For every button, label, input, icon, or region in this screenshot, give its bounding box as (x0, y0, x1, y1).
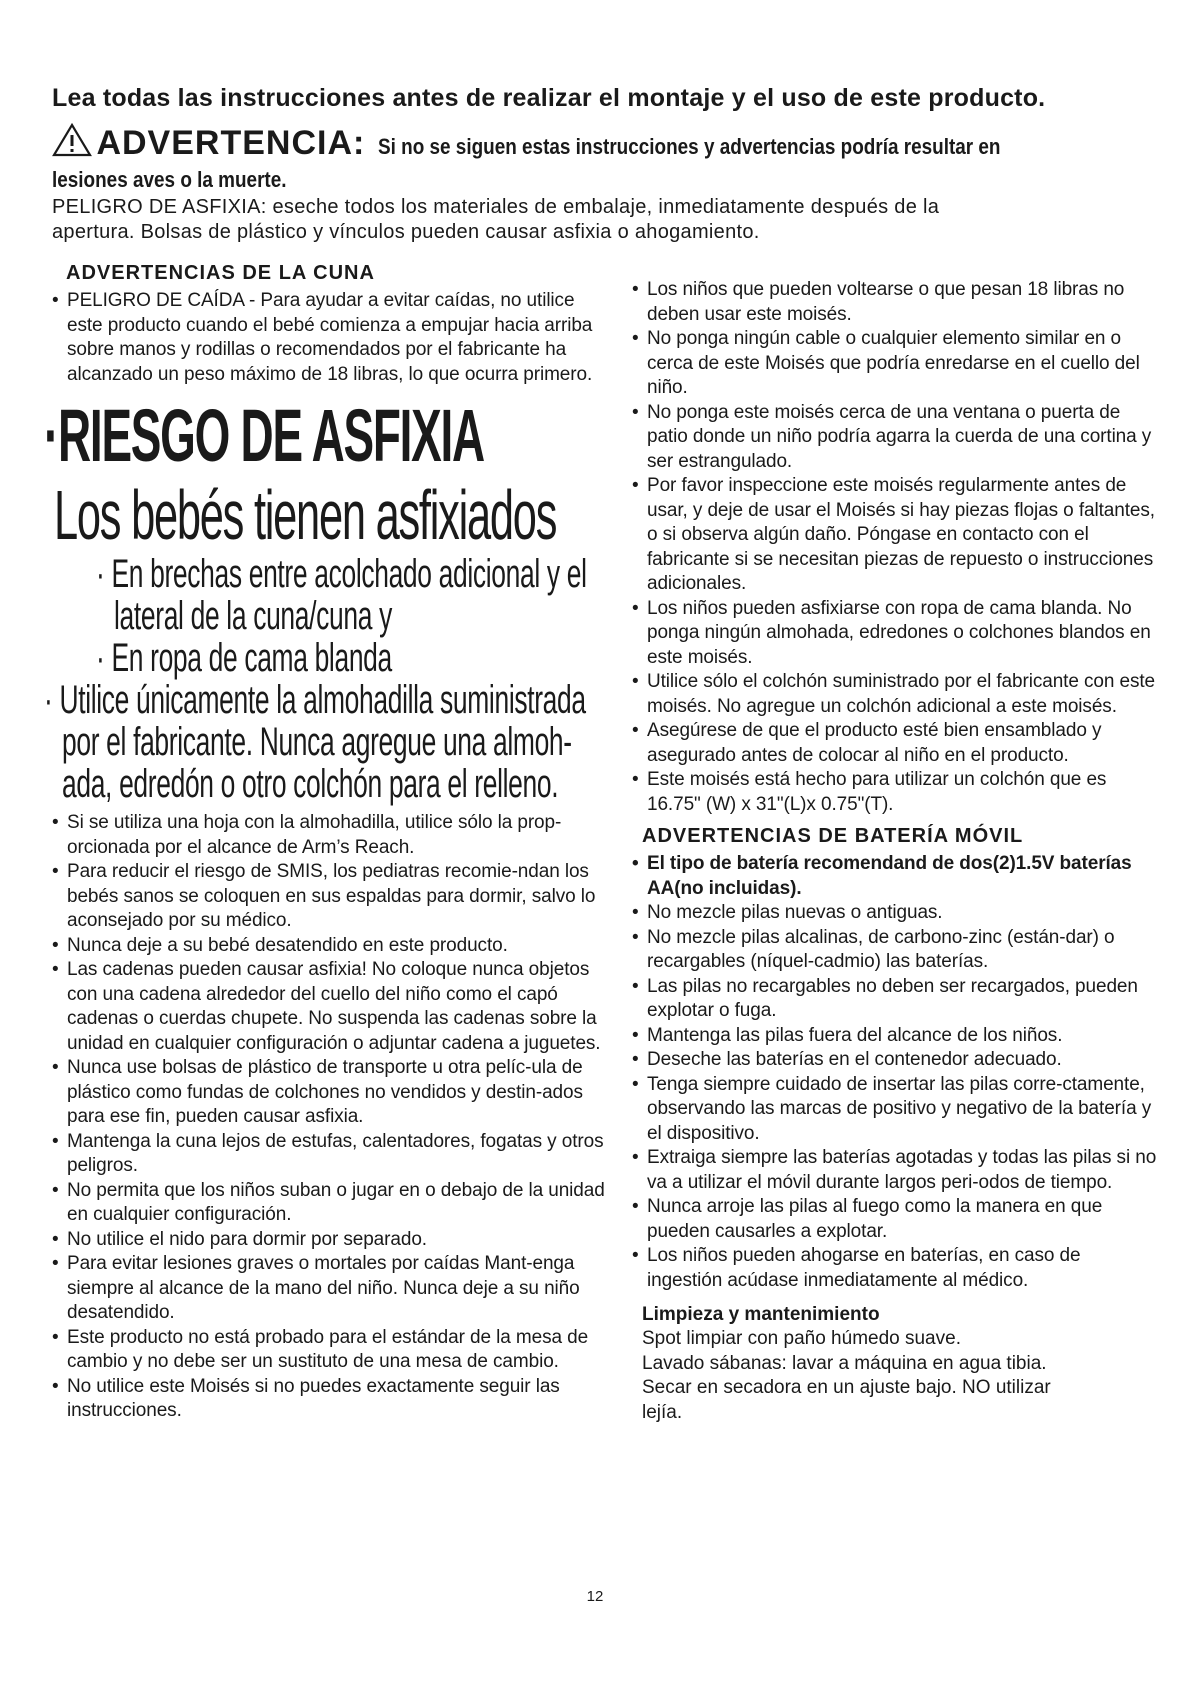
list-item: • Para reducir el riesgo de SMIS, los pediatras recomie-ndan los bebés sanos se coloquen en sus espaldas para dormir, salvo lo aconsejado por su médico. (52, 860, 612, 934)
list-item: • No utilice este Moisés si no puedes exactamente seguir las instrucciones. (52, 1375, 612, 1424)
cleaning-line: Spot limpiar con paño húmedo suave. (642, 1328, 961, 1349)
cleaning-line: lejía. (642, 1401, 683, 1423)
cleaning-title: Limpieza y mantenimiento (642, 1304, 880, 1325)
list-item: • No permita que los niños suban o jugar en o debajo de la unidad en cualquier configuración. (52, 1179, 612, 1228)
list-item: • Utilice sólo el colchón suministrado por el fabricante con este moisés. No agregue un colchón adicional a este moisés. (632, 670, 1160, 719)
risk-line: · Utilice únicamente la almohadilla suministrada (44, 678, 586, 722)
suffocation-risk-block (44, 395, 612, 805)
cleaning-section (642, 1303, 1160, 1425)
list-item: • Para evitar lesiones graves o mortales por caídas Mant-enga siempre al alcance de la mano del niño. Nunca deje a su niño desatendido. (52, 1252, 612, 1326)
header (52, 84, 1142, 245)
list-item: • No utilice el nido para dormir por separado. (52, 1228, 612, 1253)
warning-text-continued: lesiones aves o la muerte. (52, 167, 287, 192)
fall-hazard-item: • PELIGRO DE CAÍDA - Para ayudar a evitar caídas, no utilice este producto cuando el bebé comienza a empujar hacia arriba sobre manos y rodillas o recomendados por el fabricante ha alcanzado un peso máximo de 18 libras, lo que ocurra primero. (52, 289, 612, 387)
risk-title: ·RIESGO DE ASFIXIA (44, 394, 484, 477)
list-item: • Si se utiliza una hoja con la almohadilla, utilice sólo la prop-orcionada por el alcance de Arm’s Reach. (52, 811, 612, 860)
list-item: • Mantenga la cuna lejos de estufas, calentadores, fogatas y otros peligros. (52, 1130, 612, 1179)
suffocation-line-1: PELIGRO DE ASFIXIA: eseche todos los materiales de embalaje, inmediatamente después de la (52, 196, 940, 218)
warning-row (52, 123, 1142, 167)
list-item: • Los niños pueden asfixiarse con ropa de cama blanda. No ponga ningún almohada, edredones o colchones blandos en este moisés. (632, 597, 1160, 671)
warning-triangle-icon (52, 123, 92, 157)
list-item: • No ponga ningún cable o cualquier elemento similar en o cerca de este Moisés que podría enredarse en el cuello del niño. (632, 327, 1160, 401)
list-item: • Nunca arroje las pilas al fuego como la manera en que pueden causarles a explotar. (632, 1195, 1160, 1244)
list-item: • No mezcle pilas nuevas o antiguas. (632, 901, 1160, 926)
list-item: • Los niños que pueden voltearse o que pesan 18 libras no deben usar este moisés. (632, 278, 1160, 327)
cleaning-line: Lavado sábanas: lavar a máquina en agua tibia. (642, 1352, 1047, 1374)
battery-warnings-list (632, 852, 1160, 1293)
list-item: • No ponga este moisés cerca de una ventana o puerta de patio donde un niño podría agarra la cuerda de una cortina y ser estrangulado. (632, 401, 1160, 475)
list-item: • Por favor inspeccione este moisés regularmente antes de usar, y deje de usar el Moisés si hay piezas flojas o faltantes, o si observa algún daño. Póngase en contacto con el fabricante si se necesitan piezas de repuesto o instrucciones adicionales. (632, 474, 1160, 597)
list-item: • Nunca use bolsas de plástico de transporte u otra pelíc-ula de plástico como fundas de colchones no vendidos y destin-ados para ese fin, pueden causar asfixia. (52, 1056, 612, 1130)
bassinet-warnings-list (632, 278, 1160, 817)
list-item: • Los niños pueden ahogarse en baterías, en caso de ingestión acúdase inmediatamente al médico. (632, 1244, 1160, 1293)
cleaning-line: Secar en secadora en un ajuste bajo. NO utilizar (642, 1377, 1051, 1398)
list-item: • Las pilas no recargables no deben ser recargados, pueden explotar o fuga. (632, 975, 1160, 1024)
risk-line: lateral de la cuna/cuna y (114, 594, 392, 638)
left-column (44, 262, 612, 1424)
list-item: • Extraiga siempre las baterías agotadas y todas las pilas si no va a utilizar el móvil durante largos peri-odos de tiempo. (632, 1146, 1160, 1195)
suffocation-hazard (52, 195, 1142, 245)
list-item: • Este producto no está probado para el estándar de la mesa de cambio y no debe ser un sustituto de una mesa de cambio. (52, 1326, 612, 1375)
list-item: • Este moisés está hecho para utilizar un colchón que es 16.75" (W) x 31"(L)x 0.75"(T). (632, 768, 1160, 817)
read-all-instructions: Lea todas las instrucciones antes de realizar el montaje y el uso de este producto. (52, 84, 1046, 112)
suffocation-line-2: apertura. Bolsas de plástico y vínculos pueden causar asfixia o ahogamiento. (52, 221, 760, 243)
battery-warnings-title: ADVERTENCIAS DE BATERÍA MÓVIL (642, 825, 1024, 847)
right-column (632, 278, 1160, 1425)
risk-line: por el fabricante. Nunca agregue una almoh- (62, 720, 572, 764)
warning-text: Si no se siguen estas instrucciones y advertencias podría resultar en (377, 134, 1001, 159)
list-item: • Tenga siempre cuidado de insertar las pilas corre-ctamente, observando las marcas de positivo y negativo de la batería y el dispositivo. (632, 1073, 1160, 1147)
crib-warnings-list (52, 811, 612, 1424)
risk-line: · En ropa de cama blanda (96, 636, 392, 680)
list-item: • Deseche las baterías en el contenedor adecuado. (632, 1048, 1160, 1073)
battery-recommendation: • El tipo de batería recomendand de dos(2)1.5V baterías AA(no incluidas). (632, 852, 1160, 901)
risk-line: ada, edredón o otro colchón para el relleno. (62, 762, 559, 806)
list-item: • Nunca deje a su bebé desatendido en este producto. (52, 934, 612, 959)
crib-warnings-title: ADVERTENCIAS DE LA CUNA (66, 262, 375, 284)
fall-hazard-list (52, 289, 612, 387)
warning-title: ADVERTENCIA: (96, 124, 366, 162)
risk-subtitle: Los bebés tienen asfixiados (54, 476, 557, 554)
risk-line: · En brechas entre acolchado adicional y el (96, 552, 587, 596)
list-item: • Las cadenas pueden causar asfixia! No coloque nunca objetos con una cadena alrededor del cuello del niño como el capó cadenas o cuerdas chupete. No suspenda las cadenas sobre la unidad en cualquier configuración o adjuntar cadena a juguetes. (52, 958, 612, 1056)
list-item: • No mezcle pilas alcalinas, de carbono-zinc (están-dar) o recargables (níquel-cadmio) las baterías. (632, 926, 1160, 975)
page-number: 12 (586, 1588, 604, 1605)
list-item: • Asegúrese de que el producto esté bien ensamblado y asegurado antes de colocar al niño en el producto. (632, 719, 1160, 768)
list-item: • Mantenga las pilas fuera del alcance de los niños. (632, 1024, 1160, 1049)
